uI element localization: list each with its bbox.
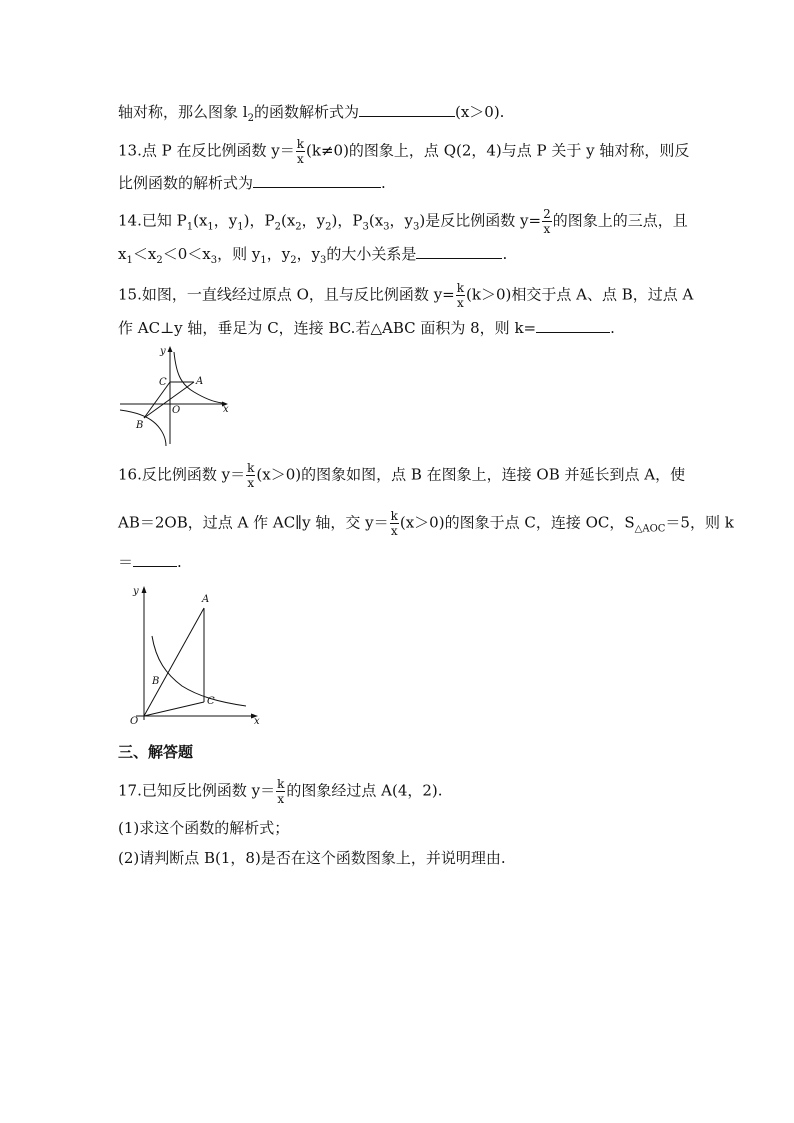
q16-figure <box>122 580 264 726</box>
fraction: $\frac{2}{x}$ <box>543 207 551 236</box>
q14-line1: 14.已知 $P_1(x_1$，$y_1$)，$P_2(x_2$，$y_2$)，$P_3(x_3$，$y_3$)是反比例函数 y= $\frac{2}{x}$ 的图象上的三点，且 <box>118 207 688 236</box>
answer-blank[interactable] <box>416 244 502 259</box>
label-A: A <box>202 594 210 605</box>
fraction: $\frac{k}{x}$ <box>247 461 255 490</box>
label-y: y <box>160 346 166 357</box>
y-axis-arrow <box>142 586 147 593</box>
label-B: B <box>152 676 160 687</box>
label-x: x <box>254 716 260 726</box>
y-axis-arrow <box>168 346 173 352</box>
line-AB <box>144 382 194 418</box>
q16-line1: 16.反比例函数 y＝ $\frac{k}{x}$ (x＞0)的图象如图，点 B 在图象上，连接 OB 并延长到点 A，使 <box>118 461 686 490</box>
section-title: 三、解答题 <box>118 743 194 761</box>
answer-blank[interactable] <box>253 173 381 188</box>
q16-line2: AB＝2OB，过点 A 作 AC∥y 轴，交 y＝ $\frac{k}{x}$ (x＞0)的图象于点 C，连接 OC，$S_{\triangle AOC}=5$，则 k <box>118 509 734 538</box>
label-B: B <box>136 420 144 431</box>
label-C: C <box>207 696 215 707</box>
q17-part2: (2)请判断点 B(1，8)是否在这个函数图象上，并说明理由. <box>118 849 506 867</box>
q15-line1: 15.如图，一直线经过原点 O，且与反比例函数 y= $\frac{k}{x}$ (k＞0)相交于点 A、点 B，过点 A <box>118 281 694 310</box>
fraction: $\frac{k}{x}$ <box>296 137 305 166</box>
q15-figure <box>116 342 236 448</box>
q13-line2: 比例函数的解析式为 . <box>118 174 386 192</box>
q16-line3: ＝ . <box>118 553 182 571</box>
segment-OC <box>144 702 204 716</box>
segment-OA <box>144 608 204 716</box>
q17-part1: (1)求这个函数的解析式； <box>118 819 290 837</box>
hyperbola <box>152 636 246 706</box>
label-O: O <box>130 716 139 726</box>
label-A: A <box>196 376 204 387</box>
q14-line2: $x_1<x_2<0<x_3$，则 $y_1$，$y_2$，$y_3$的大小关系是 . <box>118 245 508 266</box>
answer-blank[interactable] <box>133 552 177 567</box>
label-y: y <box>133 586 139 597</box>
q17-line1: 17.已知反比例函数 y＝ $\frac{k}{x}$ 的图象经过点 A(4，2). <box>118 777 443 806</box>
label-C: C <box>159 377 167 388</box>
fraction: $\frac{k}{x}$ <box>277 777 285 806</box>
q13-line1: 13.点 P 在反比例函数 y＝ $\frac{k}{x}$ (k≠0)的图象上，点 Q(2，4)与点 P 关于 y 轴对称，则反 <box>118 137 690 166</box>
fraction: $\frac{k}{x}$ <box>456 281 465 310</box>
answer-blank[interactable] <box>536 318 610 333</box>
label-O: O <box>172 405 181 416</box>
answer-blank[interactable] <box>359 102 455 117</box>
label-x: x <box>223 404 229 415</box>
q15-line2: 作 AC⊥y 轴，垂足为 C，连接 BC.若△ABC 面积为 8，则 k= . <box>118 319 615 337</box>
fraction: $\frac{k}{x}$ <box>390 509 398 538</box>
q12-line: 轴对称，那么图象 $l_2$的函数解析式为 (x＞0). <box>118 103 505 124</box>
